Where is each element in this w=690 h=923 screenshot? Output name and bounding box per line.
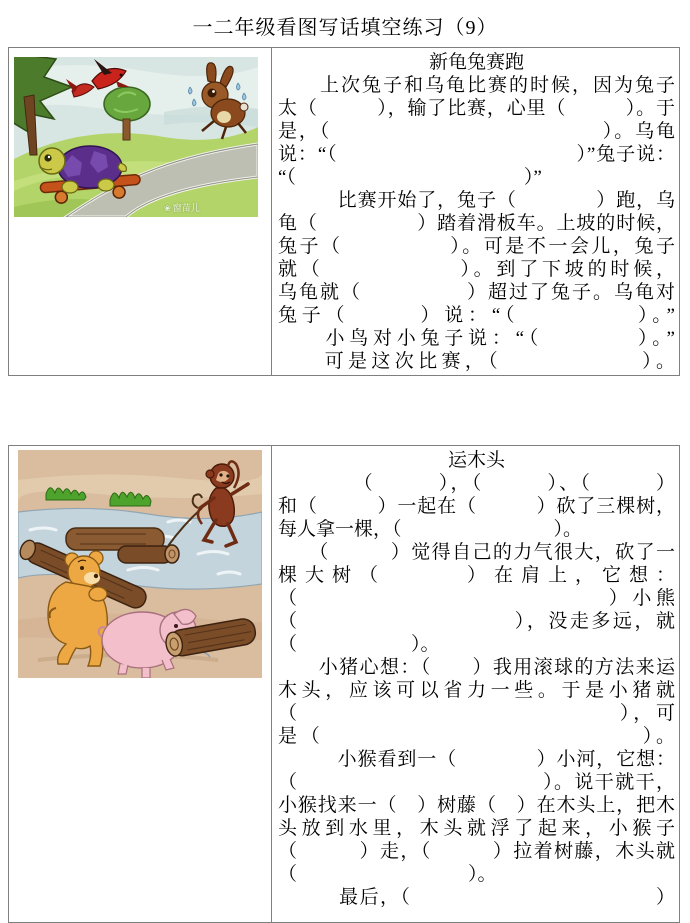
fill-blank-line: 是（ ）。: [278, 726, 675, 747]
exercise-table-tortoise-hare: [8, 47, 680, 376]
watermark-text: 窗苗儿: [172, 203, 200, 213]
fill-blank-line: 太（ ），输了比赛，心里（ ）。于: [278, 98, 675, 119]
fill-blank-line: 小猴看到一（ ）小河，它想：: [278, 749, 675, 770]
fill-blank-line: 上次兔子和乌龟比赛的时候，因为兔子: [278, 75, 675, 96]
fill-blank-line: 和（ ）一起在（ ）砍了三棵树，: [278, 496, 675, 517]
fill-blank-line: （ ），（ ）、（ ）: [278, 473, 675, 494]
flower-icon: ❀: [164, 204, 171, 213]
page-title: 一二年级看图写话填空练习（9）: [192, 17, 498, 39]
exercise-text-cell: [272, 446, 679, 922]
fill-blank-line: （ ）。: [278, 864, 497, 885]
fill-blank-line: 小鸟对小兔子说：“（ ）。”: [278, 328, 675, 349]
exercise-title: 新龟兔赛跑: [428, 52, 524, 73]
fill-blank-line: 木头，应该可以省力一些。于是小猪就: [278, 680, 675, 701]
fill-blank-line: 小猪心想：（ ）我用滚球的方法来运: [278, 657, 675, 678]
exercise-body: [278, 472, 675, 909]
fill-blank-line: （ ），可: [278, 703, 675, 724]
fill-blank-line: 最后，（ ）: [278, 887, 675, 908]
fill-blank-line: 可是这次比赛，（ ）。: [278, 351, 675, 372]
illustration-cell: [9, 446, 272, 922]
fill-blank-line: 兔子（ ）。可是不一会儿，兔子: [278, 236, 675, 257]
illustration-cell: [9, 48, 272, 375]
fill-blank-line: （ ）小熊: [278, 588, 675, 609]
fill-blank-line: （ ）觉得自己的力气很大，砍了一: [278, 542, 675, 563]
fill-blank-line: 小猴找来一（ ）树藤（ ）在木头上，把木: [278, 795, 675, 816]
fill-blank-line: 兔子（ ）说：“（ ）。”: [278, 305, 675, 326]
watermark: [164, 201, 200, 214]
fill-blank-line: （ ）走，（ ）拉着树藤，木头就: [278, 841, 675, 862]
fill-blank-line: 说：“（ ）”兔子说：: [278, 144, 675, 165]
exercise-body: [278, 74, 675, 373]
fill-blank-line: 比赛开始了，兔子（ ）跑，乌: [278, 190, 675, 211]
fill-blank-line: 每人拿一棵，（ ）。: [278, 519, 583, 540]
fill-blank-line: 头放到水里，木头就浮了起来，小猴子: [278, 818, 675, 839]
fill-blank-line: 龟（ ）踏着滑板车。上坡的时候，: [278, 213, 675, 234]
exercise-text-cell: [272, 48, 679, 375]
fill-blank-line: 是，（ ）。乌龟: [278, 121, 675, 142]
fill-blank-line: “（ ）”: [278, 167, 542, 188]
fill-blank-line: （ ），没走多远，就: [278, 611, 675, 632]
fill-blank-line: 就（ ）。到了下坡的时候，: [278, 259, 675, 280]
exercise-title: 运木头: [447, 450, 505, 471]
tortoise-hare-race-illustration: [14, 57, 258, 217]
carrying-logs-illustration: [18, 450, 262, 678]
fill-blank-line: （ ）。: [278, 634, 440, 655]
exercise-table-carrying-logs: [8, 445, 680, 923]
fill-blank-line: 棵大树（ ）在肩上，它想：: [278, 565, 675, 586]
fill-blank-line: （ ）。说干就干，: [278, 772, 675, 793]
fill-blank-line: 乌龟就（ ）超过了兔子。乌龟对: [278, 282, 675, 303]
